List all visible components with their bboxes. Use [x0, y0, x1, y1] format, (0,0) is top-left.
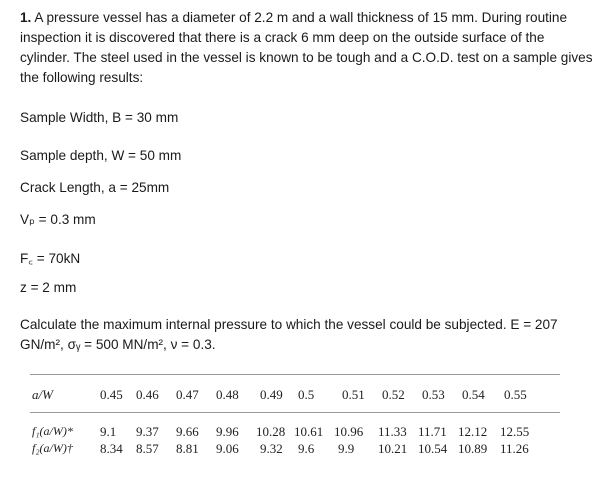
- f2-cell: 10.54: [418, 441, 448, 456]
- param-sample-depth: Sample depth, W = 50 mm: [20, 148, 182, 163]
- param-sample-width: Sample Width, B = 30 mm: [20, 110, 179, 125]
- header-label: a/W: [32, 387, 53, 402]
- f1-label: f₁(a/W)*: [32, 424, 73, 438]
- param-vp: Vₚ = 0.3 mm: [20, 212, 96, 227]
- calculation-line-2: GN/m², σᵧ = 500 MN/m², ν = 0.3.: [20, 337, 216, 352]
- f2-cell: 11.26: [500, 441, 529, 456]
- f2-cell: 9.6: [298, 441, 315, 456]
- f2-cell: 10.89: [458, 441, 488, 456]
- f1-cell: 9.1: [100, 424, 117, 439]
- f1-cell: 12.12: [458, 424, 488, 439]
- aw-cell: 0.54: [462, 387, 485, 402]
- calculation-line-1: Calculate the maximum internal pressure to which the vessel could be subjected. E = 207: [20, 317, 558, 332]
- f1-cell: 9.66: [176, 424, 199, 439]
- f1-cell: 11.71: [418, 424, 447, 439]
- f2-cell: 9.06: [216, 441, 239, 456]
- aw-cell: 0.46: [136, 387, 159, 402]
- aw-cell: 0.53: [422, 387, 445, 402]
- aw-cell: 0.5: [298, 387, 315, 402]
- question-body: A pressure vessel has a diameter of 2.2 m and a wall thickness of 15 mm. During routine inspection it is discovered that there is a crack 6 mm deep on the outside surface of the cylinder. The steel used in the vessel is known to be tough and a C.O.D. test on a sample gives the following results:: [20, 10, 593, 85]
- calculation-prompt: [20, 315, 600, 355]
- f1-cell: 10.96: [334, 424, 364, 439]
- f2-cell: 8.57: [136, 441, 159, 456]
- aw-cell: 0.55: [504, 387, 527, 402]
- f1-cell: 9.37: [136, 424, 159, 439]
- aw-cell: 0.45: [100, 387, 123, 402]
- f2-label: f₂(a/W)†: [32, 441, 73, 455]
- param-fc: F꜀ = 70kN: [20, 251, 81, 266]
- aw-cell: 0.51: [342, 387, 365, 402]
- table-top-rule: [30, 374, 560, 375]
- table-header-rule: [30, 412, 560, 413]
- param-z: z = 2 mm: [20, 280, 77, 295]
- f1-cell: 10.28: [256, 424, 286, 439]
- param-crack-length: Crack Length, a = 25mm: [20, 180, 170, 195]
- f1-cell: 12.55: [500, 424, 530, 439]
- question-text: [20, 8, 598, 88]
- f1-cell: 11.33: [378, 424, 407, 439]
- f2-cell: 10.21: [378, 441, 408, 456]
- f2-cell: 9.9: [338, 441, 355, 456]
- aw-cell: 0.48: [216, 387, 239, 402]
- aw-cell: 0.47: [176, 387, 199, 402]
- f1-cell: 10.61: [294, 424, 324, 439]
- aw-cell: 0.52: [382, 387, 405, 402]
- question-number: 1.: [20, 10, 32, 25]
- f1-cell: 9.96: [216, 424, 239, 439]
- f2-cell: 8.34: [100, 441, 123, 456]
- f2-cell: 8.81: [176, 441, 199, 456]
- f2-cell: 9.32: [260, 441, 283, 456]
- aw-cell: 0.49: [260, 387, 283, 402]
